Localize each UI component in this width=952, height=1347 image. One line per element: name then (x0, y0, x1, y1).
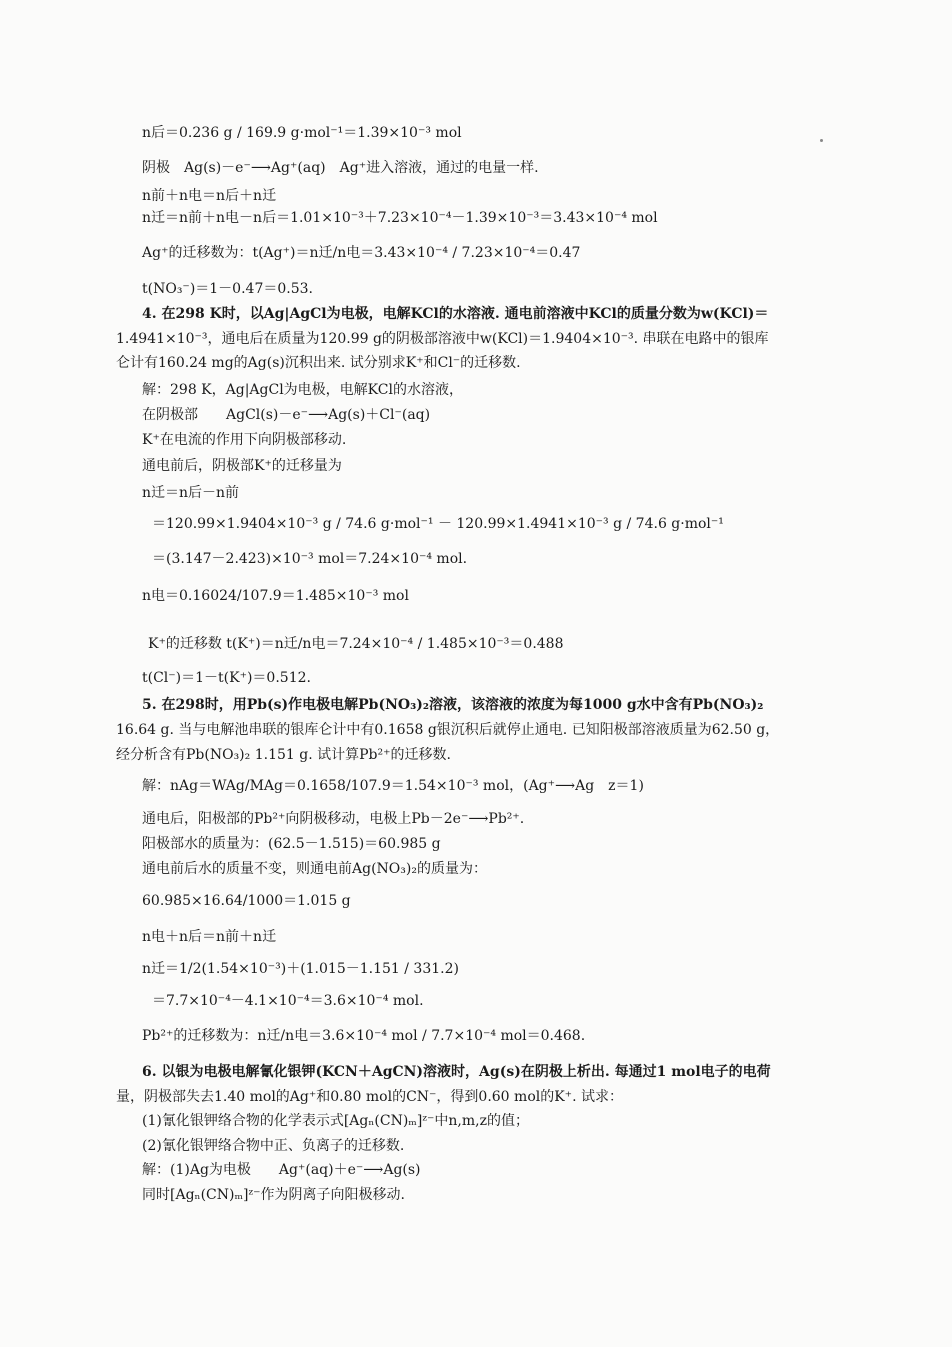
text-line: 1.4941×10⁻³，通电后在质量为120.99 g的阴极部溶液中w(KCl)＝1.9404×10⁻³. 串联在电路中的银库 (116, 331, 769, 347)
text-line: 通电前后水的质量不变，则通电前Ag(NO₃)₂的质量为： (142, 861, 487, 877)
text-line: 通电后，阳极部的Pb²⁺向阴极移动，电极上Pb－2e⁻⟶Pb²⁺. (142, 811, 525, 827)
text-line: 在阴极部 AgCl(s)－e⁻⟶Ag(s)＋Cl⁻(aq) (142, 407, 431, 423)
text-line: 同时[Agₙ(CN)ₘ]ᶻ⁻作为阴离子向阳极移动. (142, 1187, 405, 1203)
text-line: 60.985×16.64/1000＝1.015 g (142, 893, 351, 909)
scan-speck (820, 139, 823, 142)
solution-line: 解：nAg＝WAg/MAg＝0.1658/107.9＝1.54×10⁻³ mol，(Ag⁺⟶Ag z＝1) (142, 778, 644, 794)
text-line: t(NO₃⁻)＝1－0.47＝0.53. (142, 281, 313, 297)
text-line: t(Cl⁻)＝1－t(K⁺)＝0.512. (142, 670, 311, 686)
text-line: 阴极 Ag(s)－e⁻⟶Ag⁺(aq) Ag⁺进入溶液，通过的电量一样. (142, 160, 539, 176)
text-line: n前＋n电＝n后＋n迁 (142, 188, 277, 204)
text-line: 通电前后，阴极部K⁺的迁移量为 (142, 458, 342, 474)
text-line: 阳极部水的质量为：(62.5－1.515)＝60.985 g (142, 836, 441, 852)
text-line: n电＋n后＝n前＋n迁 (142, 929, 277, 945)
text-line: n后＝0.236 g / 169.9 g·mol⁻¹＝1.39×10⁻³ mol (142, 125, 462, 141)
text-line: Pb²⁺的迁移数为：n迁/n电＝3.6×10⁻⁴ mol / 7.7×10⁻⁴ mol＝0.468. (142, 1028, 586, 1044)
text-line: 经分析含有Pb(NO₃)₂ 1.151 g. 试计算Pb²⁺的迁移数. (116, 747, 451, 763)
text-line: ＝120.99×1.9404×10⁻³ g / 74.6 g·mol⁻¹ － 120.99×1.4941×10⁻³ g / 74.6 g·mol⁻¹ (152, 516, 724, 532)
text-line: Ag⁺的迁移数为：t(Ag⁺)＝n迁/n电＝3.43×10⁻⁴ / 7.23×10⁻⁴＝0.47 (142, 245, 581, 261)
text-line: 量，阴极部失去1.40 mol的Ag⁺和0.80 mol的CN⁻，得到0.60 mol的K⁺. 试求： (116, 1089, 623, 1105)
text-line: (2)氰化银钾络合物中正、负离子的迁移数. (142, 1138, 405, 1154)
solution-line: 解：298 K，Ag|AgCl为电极，电解KCl的水溶液， (142, 382, 463, 398)
text-line: K⁺的迁移数 t(K⁺)＝n迁/n电＝7.24×10⁻⁴ / 1.485×10⁻³＝0.488 (148, 636, 564, 652)
text-line: ＝(3.147－2.423)×10⁻³ mol＝7.24×10⁻⁴ mol. (152, 551, 468, 567)
text-line: 仑计有160.24 mg的Ag(s)沉积出来. 试分别求K⁺和Cl⁻的迁移数. (116, 355, 521, 371)
solution-line: 解：(1)Ag为电极 Ag⁺(aq)＋e⁻⟶Ag(s) (142, 1162, 421, 1178)
text-line: n迁＝n前＋n电－n后＝1.01×10⁻³＋7.23×10⁻⁴－1.39×10⁻³＝3.43×10⁻⁴ mol (142, 210, 658, 226)
text-line: (1)氰化银钾络合物的化学表示式[Agₙ(CN)ₘ]ᶻ⁻中n,m,z的值； (142, 1113, 529, 1129)
text-line: n电＝0.16024/107.9＝1.485×10⁻³ mol (142, 588, 409, 604)
text-line: ＝7.7×10⁻⁴－4.1×10⁻⁴＝3.6×10⁻⁴ mol. (152, 993, 424, 1009)
problem-4-line: 4. 在298 K时，以Ag|AgCl为电极，电解KCl的水溶液. 通电前溶液中KCl的质量分数为w(KCl)＝ (142, 306, 769, 322)
problem-5-line: 5. 在298时，用Pb(s)作电极电解Pb(NO₃)₂溶液，该溶液的浓度为每1000 g水中含有Pb(NO₃)₂ (142, 697, 764, 713)
text-line: n迁＝1/2(1.54×10⁻³)＋(1.015－1.151 / 331.2) (142, 961, 459, 977)
problem-6-line: 6. 以银为电极电解氰化银钾(KCN＋AgCN)溶液时，Ag(s)在阴极上析出. 每通过1 mol电子的电荷 (142, 1064, 771, 1080)
text-line: n迁＝n后－n前 (142, 485, 240, 501)
text-line: 16.64 g. 当与电解池串联的银库仑计中有0.1658 g银沉积后就停止通电. 已知阳极部溶液质量为62.50 g， (116, 722, 780, 738)
text-line: K⁺在电流的作用下向阴极部移动. (142, 432, 347, 448)
